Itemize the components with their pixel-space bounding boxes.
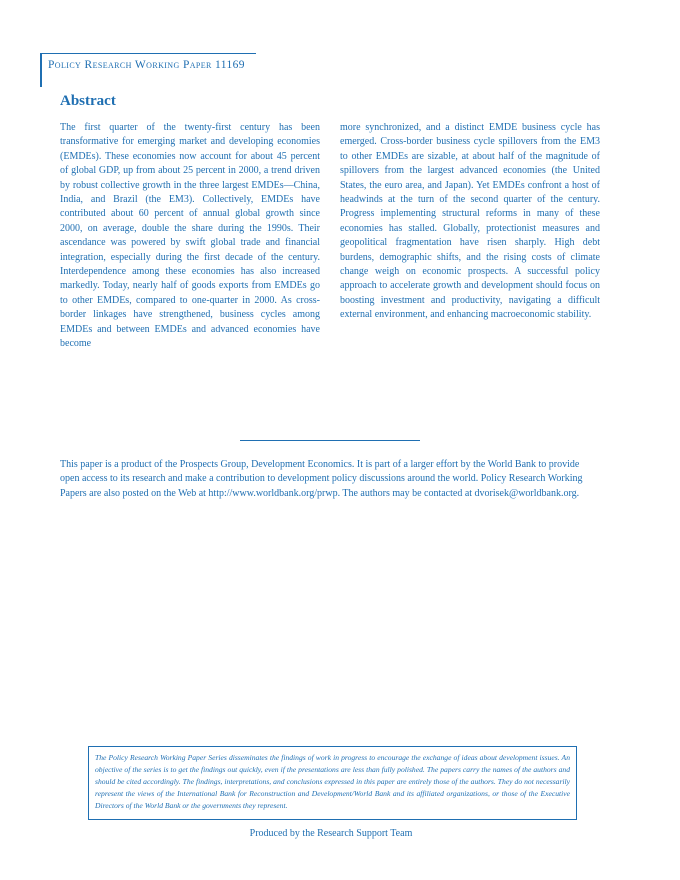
disclaimer-text: The Policy Research Working Paper Series disseminates the findings of work in progress to encourage the exchange of ideas about development issues. An objective of the series is to get the findings out quickly, even if the presentations are less than fully polished. The papers carry the names of the authors and should be cited accordingly. The findings, interpretations, and conclusions expressed in this paper are entirely those of the authors. They do not necessarily represent the views of the International Bank for Reconstruction and Development/World Bank and its affiliated organizations, or those of the Executive Directors of the World Bank or the governments they represent. (95, 753, 570, 810)
series-header (40, 53, 256, 87)
produced-by-footer: Produced by the Research Support Team (249, 828, 413, 839)
abstract-title: Abstract (60, 93, 116, 109)
abstract-right-column: more synchronized, and a distinct EMDE business cycle has emerged. Cross-border business cycle spillovers from the EM3 to other EMDEs are sizable, at about half of the magnitude of spillovers from the largest advanced economies (the United States, the euro area, and Japan). Yet EMDEs confront a host of headwinds at the turn of the second quarter of the century. Progress implementing structural reforms in many of these economies has stalled. Globally, protectionist measures and geopolitical fragmentation have risen sharply. High debt burdens, demographic shifts, and the rising costs of climate change weigh on economic prospects. A successful policy approach to accelerate growth and development should focus on boosting investment and productivity, navigating a difficult external environment, and enhancing macroeconomic stability. (340, 122, 600, 321)
series-label: Policy Research Working Paper 11169 (48, 59, 245, 71)
disclaimer-box (88, 746, 577, 820)
abstract-left-column: The first quarter of the twenty-first century has been transformative for emerging market and developing economies (EMDEs). These economies now account for about 45 percent of global GDP, up from about 25 percent in 2000, a trend driven by robust collective growth in the three largest EMDEs—China, India, and Brazil (the EM3). Collectively, EMDEs have contributed about 60 percent of annual global growth since 2000, on average, double the share during the 1990s. Their ascendance was powered by swift global trade and financial integration, especially during the first decade of the century. Interdependence among these economies has also increased markedly. Today, nearly half of goods exports from EMDEs go to other EMDEs, compared to one-quarter in 2000. As cross-border linkages have strengthened, business cycles among EMDEs and between EMDEs and advanced economies have become (60, 122, 320, 350)
section-divider (240, 440, 420, 441)
product-note: This paper is a product of the Prospects Group, Development Economics. It is part of a larger effort by the World Bank to provide open access to its research and make a contribution to development policy discussions around the world. Policy Research Working Papers are also posted on the Web at http://www.worldbank.org/prwp. The authors may be contacted at dvorisek@worldbank.org. (60, 459, 583, 499)
